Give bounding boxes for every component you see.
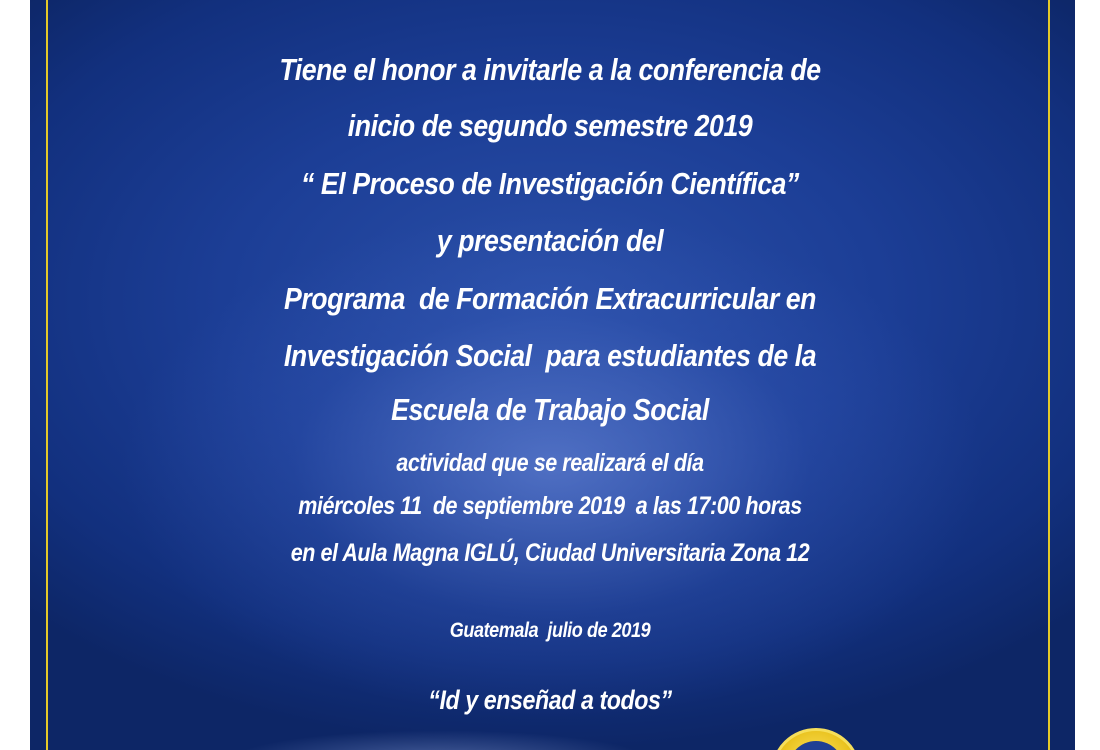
program-title-line-1: Programa de Formación Extracurricular en xyxy=(283,281,817,316)
invitation-line-4: y presentación del xyxy=(436,223,664,258)
invitation-text xyxy=(30,0,1075,750)
seal-center xyxy=(788,741,844,750)
invitation-line-2: inicio de segundo semestre 2019 xyxy=(347,108,753,143)
invitation-line-1: Tiene el honor a invitarle a la conferencia de xyxy=(279,52,821,87)
activity-location: en el Aula Magna IGLÚ, Ciudad Universitaria Zona 12 xyxy=(290,539,810,567)
place-and-date: Guatemala julio de 2019 xyxy=(449,619,651,642)
activity-date-time: miércoles 11 de septiembre 2019 a las 17:00 horas xyxy=(298,492,802,520)
university-motto: “Id y enseñad a todos” xyxy=(428,685,672,715)
program-title-line-2: Investigación Social para estudiantes de la xyxy=(283,338,817,373)
activity-detail-line-1: actividad que se realizará el día xyxy=(396,449,704,477)
conference-title: “ El Proceso de Investigación Científica” xyxy=(301,166,799,201)
blue-invitation-card xyxy=(30,0,1075,750)
program-title-line-3: Escuela de Trabajo Social xyxy=(391,392,709,427)
